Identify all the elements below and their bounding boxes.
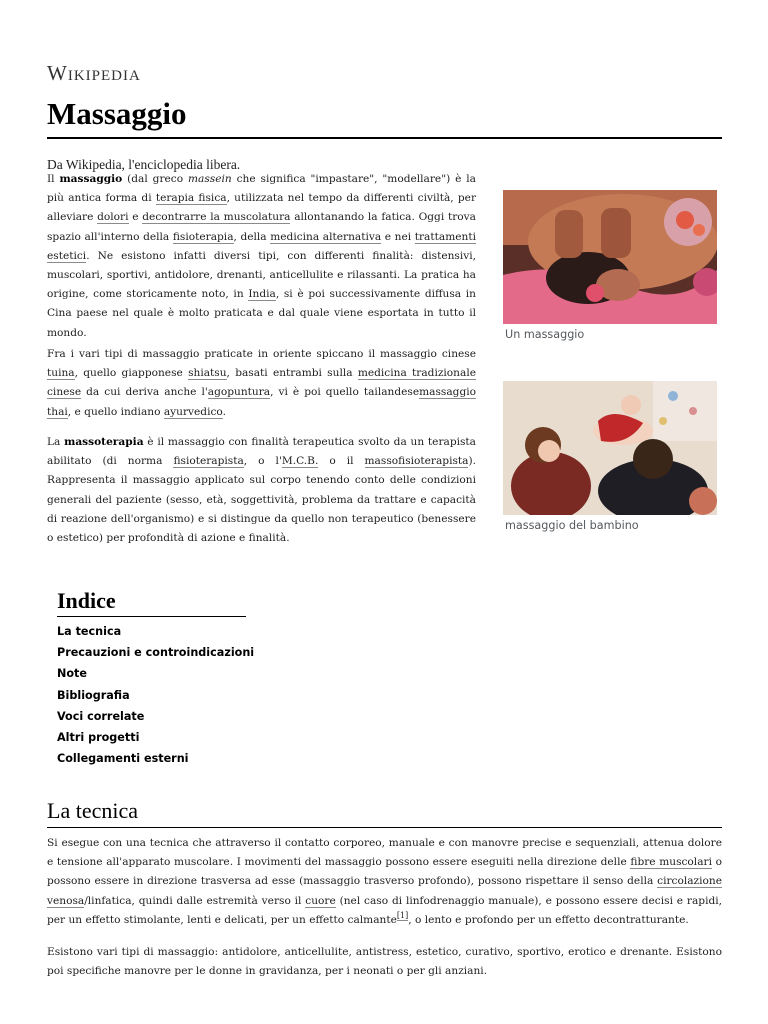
bold-term-massoterapia: massoterapia <box>64 436 144 448</box>
link-agopuntura[interactable]: agopuntura <box>207 386 271 399</box>
section-divider <box>47 827 722 828</box>
toc-item-note[interactable]: Note <box>57 667 87 681</box>
figure-baby-massage <box>503 381 717 532</box>
link-cuore[interactable]: cuore <box>305 894 336 907</box>
table-of-contents <box>57 588 254 769</box>
link-circolazione-venosa[interactable]: circolazione venosa <box>47 875 722 907</box>
tagline: Da Wikipedia, l'enciclopedia libera. <box>47 157 241 172</box>
link-decontrarre[interactable]: decontrarre la muscolatura <box>142 211 291 224</box>
toc-item-precauzioni[interactable]: Precauzioni e controindicazioni <box>57 646 255 660</box>
link-medicina-tradizionale-cinese[interactable]: medicina tradizionale cinese <box>47 367 476 399</box>
figure-caption-2: massaggio del bambino <box>505 519 639 532</box>
link-shiatsu[interactable]: shiatsu <box>188 367 227 380</box>
link-fisioterapia[interactable]: fisioterapia <box>172 230 234 243</box>
link-dolori[interactable]: dolori <box>97 211 129 224</box>
section-paragraph-2: Esistono vari tipi di massaggio: antidolore, anticellulite, antistress, estetico, curativo, sportivo, erotico e drenante. Esistono poi specifiche manovre per le donne in gravidanza, per i neonati o per gli anziani. <box>47 946 722 978</box>
toc-item-altri-progetti[interactable]: Altri progetti <box>57 731 140 745</box>
toc-item-voci-correlate[interactable]: Voci correlate <box>57 709 145 723</box>
figure-massage <box>503 190 717 341</box>
baby-massage-photo[interactable] <box>503 381 717 515</box>
link-medicina-alternativa[interactable]: medicina alternativa <box>270 230 382 243</box>
link-india[interactable]: India <box>248 288 276 301</box>
link-fisioterapista[interactable]: fisioterapista <box>173 455 244 468</box>
link-mcb[interactable]: M.C.B. <box>281 455 319 468</box>
figure-caption-1: Un massaggio <box>505 328 585 341</box>
link-fibre-muscolari[interactable]: fibre muscolari <box>630 856 712 869</box>
link-massofisioterapista[interactable]: massofisioterapista <box>364 455 469 468</box>
wikipedia-logo[interactable]: Wikipedia <box>47 61 141 85</box>
link-massaggio-thai[interactable]: massaggio thai <box>47 386 476 418</box>
lead-paragraph-1: Il massaggio (dal greco massein che significa "impastare", "modellare") è la più antica forma di terapia fisica, utilizzata nel tempo da differenti civiltà, per alleviare dolori e decontrarre la muscolatura allontanando la fatica. Oggi trova spazio all'interno della fisioterapia, della medicina alternativa e nei trattamenti estetici. Ne esistono infatti diversi tipi, con differenti finalità: distensivi, muscolari, sportivi, antidolore, drenanti, anticellulite e rilassanti. La pratica ha origine, come storicamente noto, in India, si è poi successivamente diffusa in Cina paese nel quale è molto praticata e dal quale viene esportata in tutto il mondo. <box>47 173 477 339</box>
bold-term-massaggio: massaggio <box>59 173 123 185</box>
page-title: Massaggio <box>47 96 187 131</box>
massage-photo[interactable] <box>503 190 717 324</box>
title-divider <box>47 137 722 139</box>
reference-1[interactable]: [1] <box>396 911 409 921</box>
link-tuina[interactable]: tuina <box>47 367 75 380</box>
link-trattamenti-estetici[interactable]: trattamenti estetici <box>47 230 476 262</box>
section-heading-la-tecnica: La tecnica <box>47 798 138 823</box>
link-ayurvedico[interactable]: ayurvedico <box>163 405 223 418</box>
toc-list <box>57 621 254 769</box>
toc-item-bibliografia[interactable]: Bibliografia <box>57 688 130 702</box>
lead-paragraph-3: La massoterapia è il massaggio con finalità terapeutica svolto da un terapista abilitato (di norma fisioterapista, o l'M.C.B. o il massofisioterapista). Rappresenta il massaggio applicato sul corpo tenendo conto delle condizioni generali del paziente (sesso, età, soggettività, problema da trattare e capacità di reazione dell'organismo) e si distingue da quello non terapeutico (benessere o estetico) per profondità di azione e finalità. <box>47 436 476 545</box>
toc-item-la-tecnica[interactable]: La tecnica <box>57 625 122 638</box>
lead-paragraph-2: Fra i vari tipi di massaggio praticate in oriente spiccano il massaggio cinese tuina, quello giapponese shiatsu, basati entrambi sulla medicina tradizionale cinese da cui deriva anche l'agopuntura, vi è poi quello tailandesemassaggio thai, e quello indiano ayurvedico. <box>47 348 476 418</box>
link-terapia-fisica[interactable]: terapia fisica <box>155 192 227 205</box>
toc-title: Indice <box>57 588 246 617</box>
section-paragraph-1: Si esegue con una tecnica che attraverso il contatto corporeo, manuale e con manovre precise e sequenziali, attenua dolore e tensione all'apparato muscolare. I movimenti del massaggio possono essere eseguiti nella direzione delle fibre muscolari o possono essere in direzione trasversa ad esse (massaggio trasverso profondo), possono rispettare il senso della circolazione venosa/linfatica, quindi dalle estremità verso il cuore (nel caso di linfodrenaggio manuale), e possono essere decisi e rapidi, per un effetto stimolante, lenti e delicati, per un effetto calmante[1], o lento e profondo per un effetto decontratturante. <box>47 837 722 926</box>
toc-item-collegamenti-esterni[interactable]: Collegamenti esterni <box>57 752 189 766</box>
